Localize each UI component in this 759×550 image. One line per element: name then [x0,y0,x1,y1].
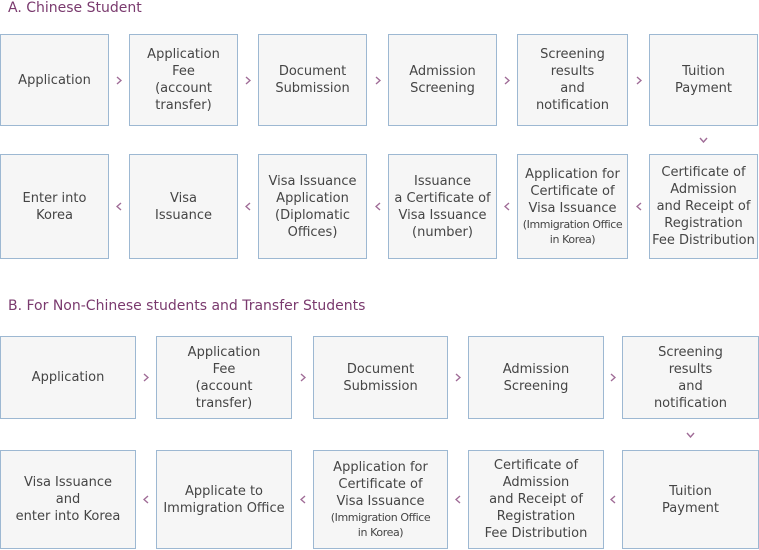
section-b-row1-step-3 [313,336,448,419]
arrow-right-icon [245,76,251,85]
step-label-line: Screening [503,378,569,394]
step-label-line: Screening [658,344,723,360]
step-label-line: Tuition [669,483,712,499]
arrow-left-icon [245,202,251,211]
arrow-right-icon [116,76,122,85]
arrow-left-icon [143,495,149,504]
section-a-row2-step-6 [649,154,758,259]
step-label-line: Immigration Office [163,500,285,516]
step-label-line: Submission [275,81,350,96]
step-label-line: Payment [662,500,719,516]
step-label-line: Certificate of [661,165,746,180]
step-label-line: Visa [170,190,197,206]
step-label-line: Document [346,361,415,377]
step-label-line: (number) [412,224,473,240]
section-a-row2-step-2 [129,154,238,259]
step-note-line: in Korea) [357,526,404,539]
step-label-line: transfer) [155,98,212,113]
step-label-line: Issuance [155,207,212,223]
step-label-line: Fee Distribution [652,233,755,248]
step-label-line: Applicate to [184,483,263,499]
arrow-left-icon [636,202,642,211]
section-a-title: A. Chinese Student [8,0,142,16]
section-b-title: B. For Non-Chinese students and Transfer Students [8,298,366,314]
section-b-row2-step-2 [156,450,292,549]
step-note-line: in Korea) [549,233,596,246]
step-label-line: Admission [502,475,570,490]
step-label-line: Application for [525,167,620,182]
step-label-line: Registration [496,509,576,524]
step-label-line: Visa Issuance [398,207,487,223]
step-label-line: Tuition [682,64,725,79]
section-a-row1-step-6 [649,34,758,126]
step-label-line: Certificate of [338,477,423,492]
step-label-line: Visa Issuance [268,173,357,189]
section-a-row2-step-3 [258,154,367,259]
step-label-line: Application [187,344,261,360]
arrow-left-icon [300,495,306,504]
step-label-line: and [678,378,703,394]
section-a-row1-step-1 [0,34,109,126]
arrow-right-icon [636,76,642,85]
step-label-line: Enter into [22,190,87,206]
step-label-line: notification [653,395,728,411]
step-note-line: (Immigration Office [330,511,431,524]
step-label-line: and [560,81,585,96]
step-label-line: Visa Issuance [23,475,113,490]
section-a-row2-step-5 [517,154,628,259]
step-note-line: (Immigration Office [522,218,623,231]
section-b-row1-step-2 [156,336,292,419]
step-label-line: Visa Issuance [528,201,617,216]
arrow-left-icon [455,495,461,504]
step-label-line: Visa Issuance [336,494,425,509]
section-a-row1-step-2 [129,34,238,126]
step-label-line: Submission [343,378,418,394]
arrow-right-icon [375,76,381,85]
section-b-row1-step-5 [622,336,759,419]
step-label-line: Admission [409,64,476,79]
section-a-row1-step-5 [517,34,628,126]
step-label-line: (account [195,378,253,394]
section-b-row2-step-5 [622,450,759,549]
step-label-line: Screening [540,47,605,62]
step-label-line: Document [278,64,347,79]
step-label-line: Fee Distribution [484,526,588,541]
step-label-line: Offices) [287,224,338,240]
arrow-down-icon [699,137,708,143]
step-label-line: Payment [675,81,732,96]
step-label-line: Fee [172,64,195,79]
arrow-right-icon [300,373,306,382]
step-label-line: Application [147,47,220,62]
step-label-line: transfer) [195,395,253,411]
step-label-line: (Diplomatic [275,207,350,223]
section-b-row1-step-4 [468,336,604,419]
arrow-left-icon [375,202,381,211]
arrow-down-icon [686,432,695,438]
arrow-right-icon [455,373,461,382]
step-label-line: Korea [36,207,73,223]
section-a-row1-step-3 [258,34,367,126]
arrow-right-icon [504,76,510,85]
step-label-line: and Receipt of [489,492,583,507]
step-label-line: Certificate of [530,184,615,199]
arrow-right-icon [610,373,616,382]
step-label-line: (account [155,81,212,96]
section-a-row2-step-1 [0,154,109,259]
step-label-line: results [668,361,713,377]
step-label-line: enter into Korea [15,509,121,524]
step-label-line: Application [31,370,105,385]
arrow-left-icon [116,202,122,211]
arrow-left-icon [504,202,510,211]
section-b-row2-step-4 [468,450,604,549]
step-label-line: results [550,64,595,79]
section-b-row2-step-1 [0,450,136,549]
arrow-left-icon [610,495,616,504]
step-label-line: Admission [670,182,737,197]
step-label-line: Certificate of [493,458,579,473]
step-label-line: Registration [664,216,743,231]
step-label-line: Admission [502,361,570,377]
step-label-line: and [55,492,81,507]
arrow-right-icon [143,373,149,382]
step-label-line: Application [276,190,349,206]
step-label-line: and Receipt of [656,199,751,214]
section-a-row2-step-4 [388,154,497,259]
step-label-line: Application [18,72,91,88]
step-label-line: notification [535,98,610,113]
step-label-line: Fee [212,361,236,377]
section-b-row1-step-1 [0,336,136,419]
section-b-row2-step-3 [313,450,448,549]
step-label-line: Application for [333,460,428,475]
step-label-line: Screening [410,81,475,96]
section-a-row1-step-4 [388,34,497,126]
step-label-line: Issuance [414,173,471,189]
step-label-line: a Certificate of [394,190,491,206]
